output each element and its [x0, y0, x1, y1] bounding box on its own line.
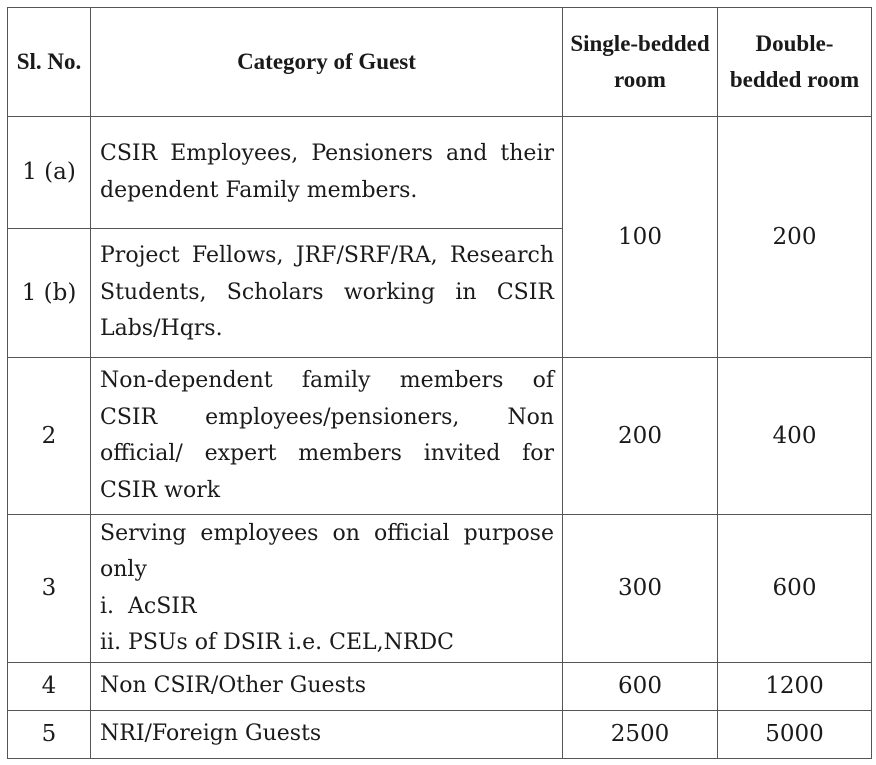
sl-no-cell: 4: [8, 663, 91, 711]
table-row: [8, 711, 872, 759]
category-line: Students, Scholars working in CSIR: [100, 279, 554, 305]
double-rate-cell: 600: [718, 515, 872, 663]
category-line: only: [100, 557, 147, 582]
table-row: [8, 663, 872, 711]
sl-no-cell: 1 (a): [8, 117, 91, 229]
single-rate-cell: 200: [563, 358, 718, 515]
header-row: [8, 8, 872, 117]
single-rate-cell: 600: [563, 663, 718, 711]
single-rate-cell: 100: [563, 117, 718, 358]
category-line: Non CSIR/Other Guests: [100, 673, 366, 699]
category-line: i. AcSIR: [100, 593, 197, 619]
single-rate-cell: 2500: [563, 711, 718, 759]
table-row: [8, 117, 872, 229]
category-line: dependent Family members.: [100, 177, 418, 203]
sl-no-cell: 2: [8, 358, 91, 515]
header-single-bedded: Single-bedded room: [563, 8, 718, 117]
category-cell: [91, 229, 563, 358]
double-rate-cell: 400: [718, 358, 872, 515]
table-row: [8, 515, 872, 663]
category-line: NRI/Foreign Guests: [100, 721, 322, 747]
category-line: ii. PSUs of DSIR i.e. CEL,NRDC: [100, 630, 454, 655]
category-line: Non-dependent family members of: [100, 368, 554, 393]
double-rate-cell: 5000: [718, 711, 872, 759]
header-double-bedded: Double-bedded room: [718, 8, 872, 117]
category-line: CSIR employees/pensioners, Non: [100, 404, 554, 430]
category-line: Serving employees on official purpose: [100, 520, 554, 546]
category-cell: [91, 663, 563, 711]
double-rate-cell: 200: [718, 117, 872, 358]
guest-room-rates-table: [7, 7, 872, 759]
double-rate-cell: 1200: [718, 663, 872, 711]
single-rate-cell: 300: [563, 515, 718, 663]
category-line: Project Fellows, JRF/SRF/RA, Research: [100, 243, 554, 269]
category-line: CSIR Employees, Pensioners and their: [100, 141, 554, 166]
sl-no-cell: 5: [8, 711, 91, 759]
sl-no-cell: 3: [8, 515, 91, 663]
category-line: official/ expert members invited for: [100, 441, 554, 466]
category-line: Labs/Hqrs.: [100, 316, 223, 342]
category-cell: [91, 358, 563, 515]
header-category: Category of Guest: [91, 8, 563, 117]
category-line: CSIR work: [100, 477, 221, 503]
category-cell: [91, 711, 563, 759]
table-row: [8, 358, 872, 515]
category-cell: [91, 515, 563, 663]
category-cell: [91, 117, 563, 229]
header-sl-no: Sl. No.: [8, 8, 91, 117]
sl-no-cell: 1 (b): [8, 229, 91, 358]
